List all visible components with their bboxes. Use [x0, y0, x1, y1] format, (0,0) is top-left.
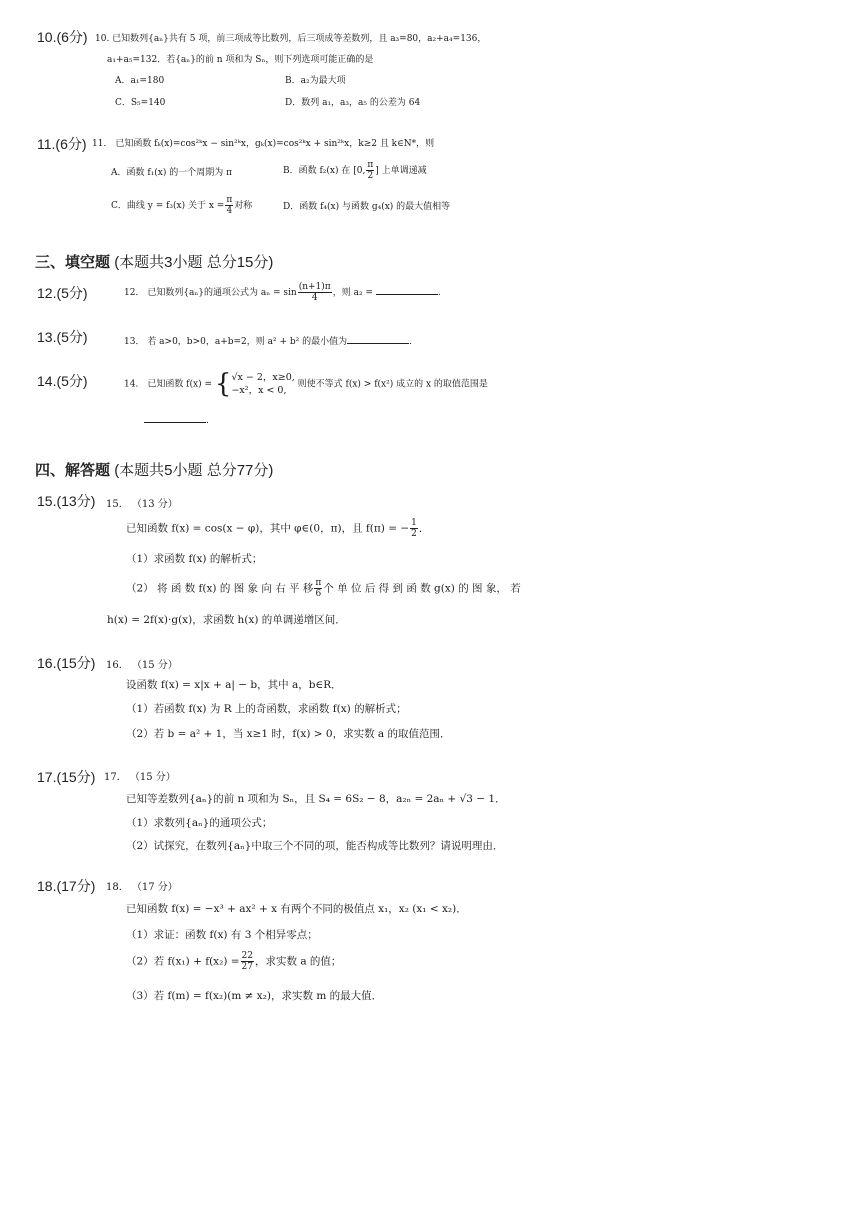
q12-fraction: $\frac{(n+1)\pi}{4}$ [298, 282, 331, 303]
q17-part1: （1）求数列{aₙ}的通项公式； [126, 817, 273, 829]
section-4-title: 四、解答题 [35, 462, 111, 479]
q18-header: 18． （17 分） [106, 882, 178, 893]
q18-part2: （2）若 f(x₁) + f(x₂) = $\frac{22}{27}$ ，求实数 a 的值； [126, 951, 342, 972]
q15-part2-cont: h(x) = 2f(x)·g(x)，求函数 h(x) 的单调递增区间． [107, 614, 346, 626]
q10-number: 10.(6分) [37, 29, 88, 45]
q12-answer-blank[interactable] [376, 284, 438, 295]
q11-option-d: D．函数 f₄(x) 与函数 g₄(x) 的最大值相等 [283, 202, 451, 212]
q11-number: 11.(6分) [37, 136, 87, 152]
q14-answer-line: . [144, 412, 209, 426]
q16-number: 16.(15分) [37, 655, 96, 671]
q16-part1: （1）若函数 f(x) 为 R 上的奇函数，求函数 f(x) 的解析式； [126, 703, 407, 715]
q15-fraction-half: $\frac{1}{2}$ [411, 518, 417, 539]
q15-number: 15.(13分) [37, 493, 96, 509]
q14-stem: 14． 已知函数 f(x) = { √x − 2，x≥0, −x²，x < 0, 则使不等式 f(x) > f(x²) 成立的 x 的取值范围是 [124, 369, 488, 399]
q15-part2: （2） 将 函 数 f(x) 的 图 象 向 右 平 移 $\frac{\pi}{6}$ 个 单 位 后 得 到 函 数 g(x) 的 图 象， 若 [126, 578, 521, 599]
q16-line1: 设函数 f(x) = x|x + a| − b，其中 a，b∈R． [126, 679, 342, 691]
q15-header: 15． （13 分） [106, 499, 178, 510]
q18-number: 18.(17分) [37, 878, 96, 894]
q12-number: 12.(5分) [37, 285, 88, 301]
q13-stem: 13． 若 a>0，b>0，a+b=2，则 a² + b² 的最小值为 . [124, 333, 412, 347]
q11-option-c: C．曲线 y = f₃(x) 关于 x = $\frac{\pi}{4}$ 对称 [111, 195, 253, 216]
q10-stem-line1: 10. 已知数列{aₙ}共有 5 项，前三项成等比数列，后三项成等差数列，且 a₃=80，a₂+a₄=136， [95, 34, 487, 44]
q11-option-b: B．函数 f₂(x) 在 [0, $\frac{\pi}{2}$ ] 上单调递减 [283, 160, 427, 181]
q13-answer-blank[interactable] [347, 333, 409, 344]
q16-part2: （2）若 b = a² + 1，当 x≥1 时，f(x) > 0，求实数 a 的取值范围． [126, 728, 451, 740]
q18-part3: （3）若 f(m) = f(x₂)(m ≠ x₂)，求实数 m 的最大值． [126, 990, 383, 1002]
q18-line1: 已知函数 f(x) = −x³ + ax² + x 有两个不同的极值点 x₁，x₂ (x₁ < x₂)． [126, 903, 467, 915]
q13-number: 13.(5分) [37, 329, 88, 345]
section-4-subtitle: (本题共5小题 总分77分) [114, 462, 274, 479]
q12-stem: 12． 已知数列{aₙ}的通项公式为 aₙ = sin $\frac{(n+1)\pi}{4}$ ，则 a₂ = . [124, 282, 441, 303]
section-3-subtitle: (本题共3小题 总分15分) [114, 254, 274, 271]
q11-option-b-fraction: $\frac{\pi}{2}$ [367, 160, 374, 181]
q14-piecewise-cases: √x − 2，x≥0, −x²，x < 0, [231, 372, 295, 396]
q14-piecewise-brace: { [214, 369, 232, 399]
q15-line1: 已知函数 f(x) = cos(x − φ)，其中 φ∈(0，π)，且 f(π) = − $\frac{1}{2}$ ． [126, 518, 430, 539]
q10-option-d: D．数列 a₁，a₃，a₅ 的公差为 64 [285, 98, 421, 108]
q18-part1: （1）求证：函数 f(x) 有 3 个相异零点； [126, 929, 318, 941]
q17-line1: 已知等差数列{aₙ}的前 n 项和为 Sₙ，且 S₄ = 6S₂ − 8，a₂ₙ = 2aₙ + √3 − 1． [126, 793, 506, 805]
q11-option-a: A．函数 f₁(x) 的一个周期为 π [111, 168, 233, 178]
q17-number: 17.(15分) [37, 769, 96, 785]
q11-stem: 11． 已知函数 fₖ(x)=cos²ᵏx − sin²ᵏx，gₖ(x)=cos²ᵏx + sin²ᵏx，k≥2 且 k∈N*，则 [92, 139, 435, 149]
q14-number: 14.(5分) [37, 373, 88, 389]
q10-option-b: B．a₂为最大项 [285, 76, 346, 86]
q18-fraction: $\frac{22}{27}$ [241, 951, 253, 972]
section-3-heading [35, 251, 273, 272]
q17-header: 17． （15 分） [104, 772, 176, 783]
q15-part1: （1）求函数 f(x) 的解析式； [126, 553, 263, 565]
section-3-title: 三、填空题 [35, 254, 111, 271]
q11-option-c-fraction: $\frac{\pi}{4}$ [226, 195, 233, 216]
q10-option-a: A．a₁=180 [115, 76, 165, 86]
q15-fraction-pi6: $\frac{\pi}{6}$ [315, 578, 322, 599]
q16-header: 16． （15 分） [106, 660, 178, 671]
q17-part2: （2）试探究，在数列{aₙ}中取三个不同的项，能否构成等比数列？请说明理由． [126, 840, 504, 852]
q14-answer-blank[interactable] [144, 412, 206, 423]
section-4-heading [35, 459, 273, 480]
q10-option-c: C．S₅=140 [115, 98, 166, 108]
q10-stem-line2: a₁+a₅=132．若{aₙ}的前 n 项和为 Sₙ，则下列选项可能正确的是 [107, 55, 374, 65]
